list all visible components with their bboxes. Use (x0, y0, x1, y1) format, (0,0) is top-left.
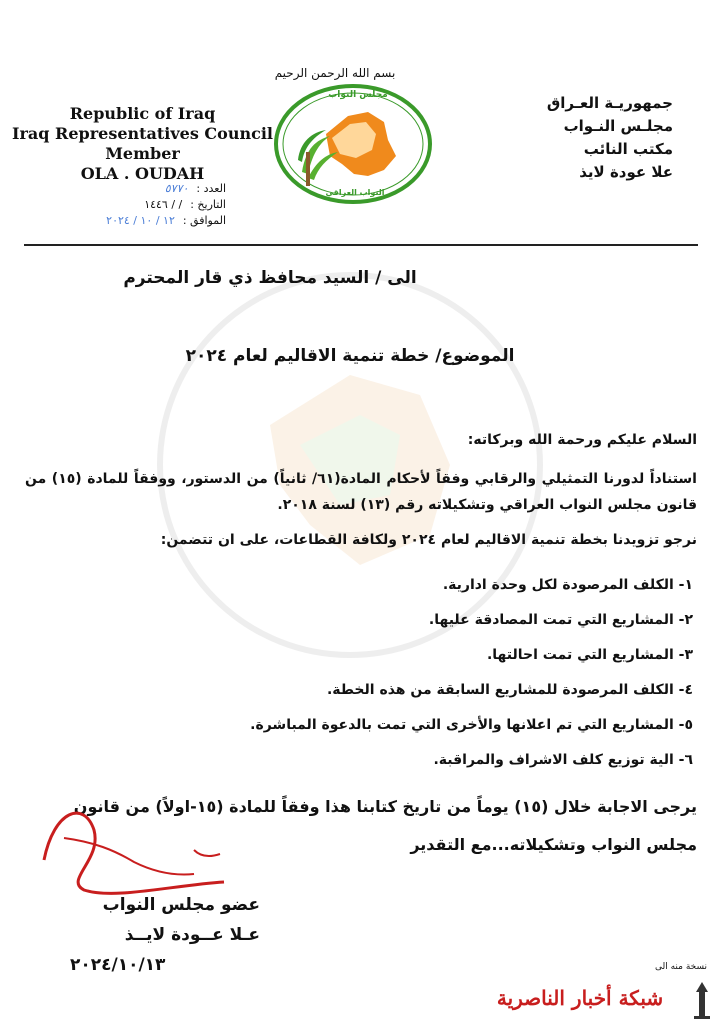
signature-name: عـلا عــودة لايــذ (124, 925, 260, 945)
header-left-line-2: Iraq Representatives Council (12, 124, 273, 143)
emblem-text-bottom: النواب العراقي (325, 188, 385, 197)
header-divider (24, 244, 698, 246)
signature-date: ٢٠٢٤/١٠/١٣ (70, 955, 166, 975)
list-item: ٦- الية توزيع كلف الاشراف والمراقبة. (433, 752, 693, 768)
ref-corresponding-row (56, 214, 226, 230)
header-left (0, 104, 285, 184)
header-right-line-1: جمهوريـة العـراق (546, 94, 673, 112)
ref-corresponding-label: الموافق : (182, 214, 226, 227)
greeting: السلام عليكم ورحمة الله وبركاته: (467, 432, 697, 448)
copy-to-label: نسخة منه الى (655, 962, 707, 972)
list-item: ٢- المشاريع التي تمت المصادقة عليها. (428, 612, 693, 628)
header-right-line-4: علا عودة لايذ (579, 163, 673, 181)
header-left-line-1: Republic of Iraq (69, 104, 216, 123)
list-item: ١- الكلف المرصودة لكل وحدة ادارية. (442, 577, 693, 593)
header-right-line-3: مكتب النائب (583, 140, 673, 158)
closing-paragraph: يرجى الاجابة خلال (١٥) يوماً من تاريخ كتابنا هذا وفقاً للمادة (١٥-اولاً) من قانون مجلس النواب وتشكيلاته...مع التقدير (73, 797, 697, 854)
ref-date-label: التاريخ : (190, 198, 226, 211)
subject: الموضوع/ خطة تنمية الاقاليم لعام ٢٠٢٤ (185, 346, 515, 366)
minaret-icon (688, 980, 716, 1020)
header-right (453, 92, 673, 184)
ref-date-row (56, 198, 226, 214)
signature-block (60, 890, 260, 980)
header-right-line-2: مجلـس النـواب (563, 117, 673, 135)
ref-number-label: العدد : (196, 182, 226, 195)
body-paragraph: استناداً لدورنا التمثيلي والرقابي وفقاً لأحكام المادة(٦١/ ثانياً) من الدستور، ووفقاً للمادة (١٥) من قانون مجلس النواب العراقي وتشكيلاته رقم (١٣) لسنة ٢٠١٨. (25, 471, 697, 513)
ref-number-value: ٥٧٧٠ (164, 182, 189, 195)
request-intro: نرجو تزويدنا بخطة تنمية الاقاليم لعام ٢٠٢٤ ولكافة القطاعات، على ان تتضمن: (160, 532, 697, 548)
list-item: ٣- المشاريع التي تمت احالتها. (486, 647, 693, 663)
list-item: ٥- المشاريع التي تم اعلانها والأخرى التي تمت بالدعوة المباشرة. (250, 717, 693, 733)
signature-title: عضو مجلس النواب (102, 895, 260, 915)
emblem-text-top: مجلس النواب (328, 90, 388, 100)
basmala: بسم الله الرحمن الرحيم (274, 66, 396, 80)
ref-number-row (56, 182, 226, 198)
reference-block (56, 182, 226, 230)
list-item: ٤- الكلف المرصودة للمشاريع السابقة من هذه الخطة. (326, 682, 693, 698)
addressee: الى / السيد محافظ ذي قار المحترم (123, 268, 417, 288)
requirements-list (93, 568, 693, 778)
ref-corresponding-value: ١٢ / ١٠ / ٢٠٢٤ (106, 214, 175, 227)
brand-watermark: شبكة أخبار الناصرية (496, 986, 664, 1010)
header-left-line-4: OLA . OUDAH (80, 164, 205, 183)
ref-date-value: / / ١٤٤٦ (144, 198, 183, 211)
header-left-line-3: Member (105, 144, 180, 163)
